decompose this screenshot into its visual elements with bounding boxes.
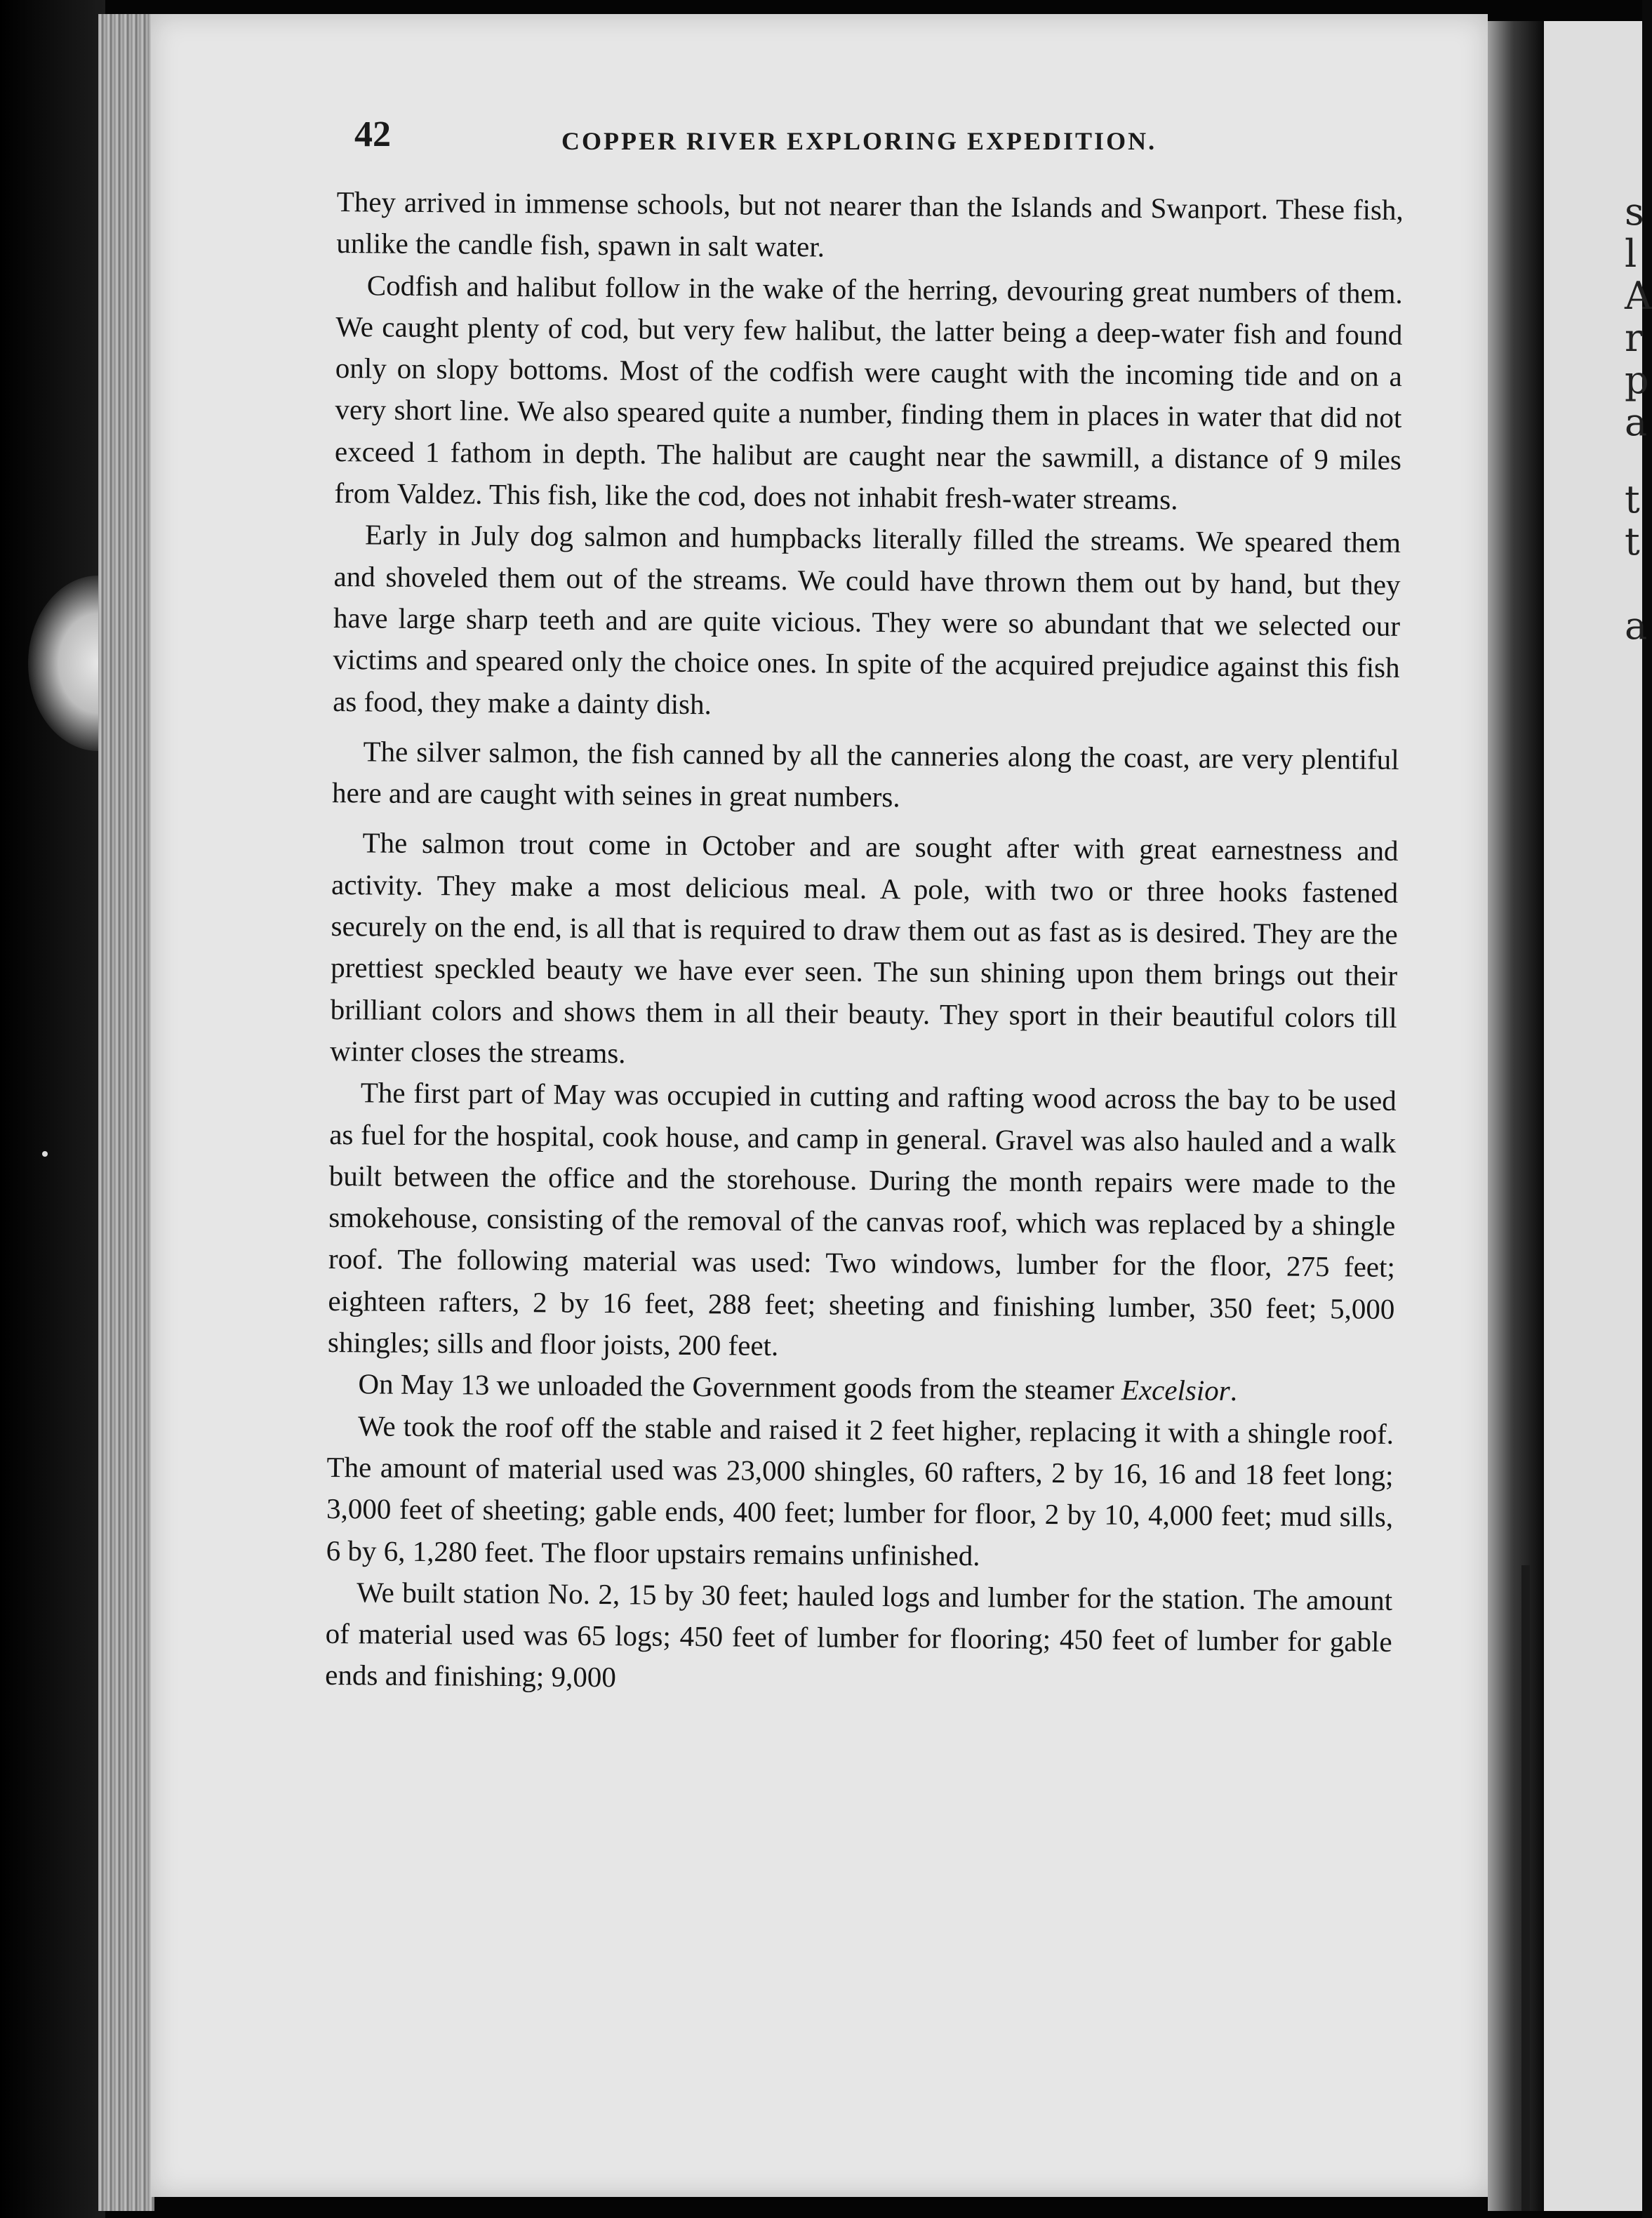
paragraph-1: They arrived in immense schools, but not nearer than the Islands and Swanport. These fish, unlike the candle fish, spawn in salt water.	[336, 185, 1404, 263]
paragraph-9: We built station No. 2, 15 by 30 feet; hauled logs and lumber for the station. The amount of material used was 65 logs; 450 feet of lumber for flooring; 450 feet of lumber for gable ends and finishing; 9,000	[325, 1576, 1393, 1694]
left-dark-edge	[0, 0, 105, 2218]
binding-gutter	[1488, 21, 1544, 2211]
body-text	[325, 181, 1404, 1705]
facing-page-char: p	[1625, 358, 1649, 402]
facing-page-char: t	[1625, 477, 1640, 522]
paragraph-2: Codfish and halibut follow in the wake of the herring, devouring great numbers of them. We caught plenty of cod, but very few halibut, the latter being a deep-water fish and found only on slopy bottoms. Most of the codfish were caught with the incoming tide and on a very short line. We also speared quite a number, finding them in places in water that did not exceed 1 fathom in depth. The halibut are caught near the sawmill, a distance of 9 miles from Valdez. This fish, like the cod, does not inhabit fresh-water streams.	[334, 268, 1403, 516]
facing-page-char: l	[1625, 232, 1637, 276]
paragraph-8: We took the roof off the stable and raised it 2 feet higher, replacing it with a shingle roof. The amount of material used was 23,000 shingles, 60 rafters, 2 by 16, 16 and 18 feet long; 3,000 feet of sheeting; gable ends, 400 feet; lumber for floor, 2 by 10, 4,000 feet; mud sills, 6 by 6, 1,280 feet. The floor upstairs remains unfinished.	[326, 1409, 1394, 1572]
speck	[42, 1151, 48, 1157]
page-stack-edge	[98, 14, 154, 2211]
paragraph-4: The silver salmon, the fish canned by all the canneries along the coast, are very plentiful here and are caught with seines in great numbers.	[331, 735, 1399, 814]
page-number: 42	[354, 114, 391, 154]
paragraph-6: The first part of May was occupied in cutting and rafting wood across the bay to be used as fuel for the hospital, cook house, and camp in general. Gravel was also hauled and a walk built between the office and the storehouse. During the month repairs were made to the smokehouse, consisting of the removal of the canvas roof, which was replaced by a shingle roof. The following material was used: Two windows, lumber for the floor, 275 feet; eighteen rafters, 2 by 16 feet, 288 feet; sheeting and finishing lumber, 350 feet; 5,000 shingles; sills and floor joists, 200 feet.	[327, 1076, 1397, 1362]
facing-page-char: a	[1625, 400, 1648, 444]
paragraph-5: The salmon trout come in October and are sought after with great earnestness and activity. They make a most delicious meal. A pole, with two or three hooks fastened securely on the end, is all that is required to draw them out as fast as is desired. They are the prettiest speckled beauty we have ever seen. The sun shining upon them brings out their brilliant colors and shows them in all their beauty. They sport in their beautiful colors till winter closes the streams.	[330, 826, 1399, 1070]
facing-page-char: t	[1625, 519, 1640, 564]
binding-band	[1521, 1565, 1530, 2211]
running-head: COPPER RIVER EXPLORING EXPEDITION.	[561, 127, 1157, 155]
ship-name: Excelsior	[1121, 1374, 1230, 1407]
paragraph-7-text: On May 13 we unloaded the Government goods from the steamer	[358, 1367, 1114, 1407]
paragraph-7-end: .	[1230, 1374, 1238, 1407]
facing-page-char: r	[1625, 316, 1643, 360]
facing-page-char: A	[1625, 274, 1652, 318]
facing-page-char: s	[1625, 190, 1644, 234]
facing-page-char: a	[1625, 604, 1648, 648]
paragraph-3: Early in July dog salmon and humpbacks literally filled the streams. We speared them and shoveled them out of the streams. We could have thrown them out by hand, but they have large sharp teeth and are quite vicious. They were so abundant that we selected our victims and speared only the choice ones. In spite of the acquired prejudice against this fish as food, they make a dainty dish.	[333, 518, 1401, 720]
